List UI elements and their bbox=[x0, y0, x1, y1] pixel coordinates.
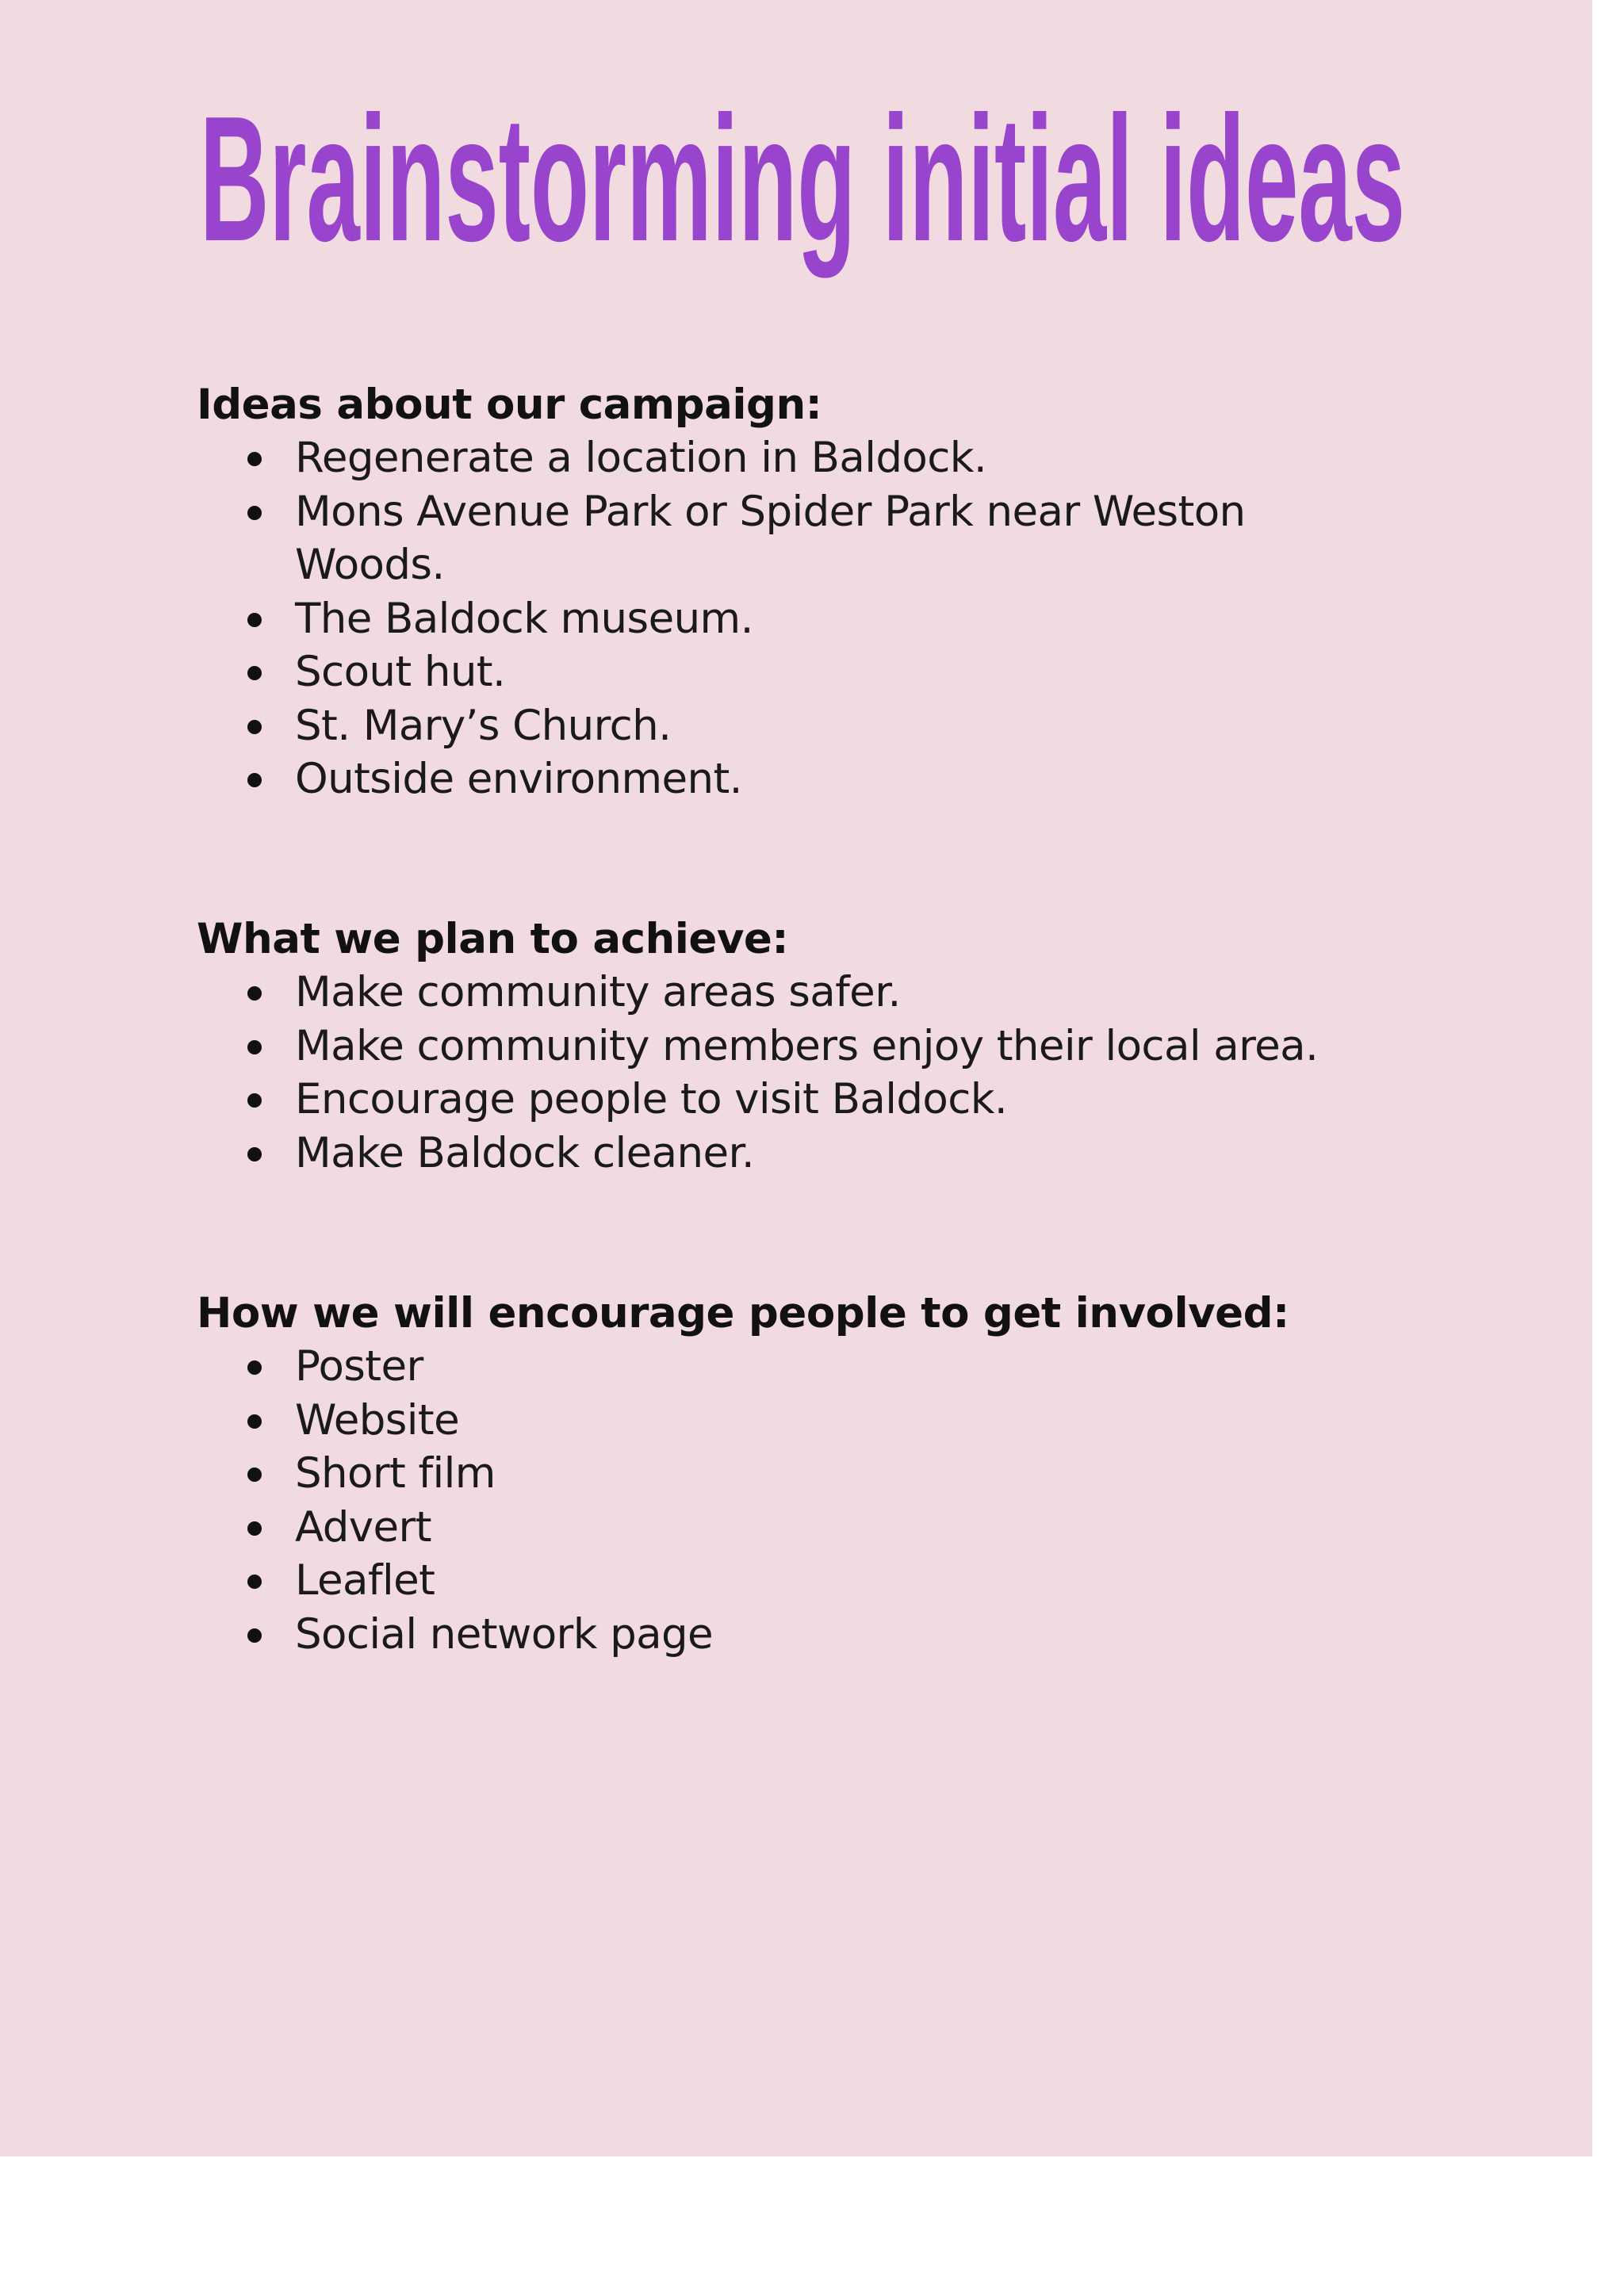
list-item-text: Social network page bbox=[295, 1609, 714, 1659]
list-item bbox=[197, 1447, 1434, 1501]
bullet-icon bbox=[247, 1521, 262, 1536]
list-item-text: Short film bbox=[295, 1449, 496, 1498]
bullet-icon bbox=[247, 1414, 262, 1429]
list-item bbox=[197, 1073, 1434, 1127]
bullet-list bbox=[197, 1340, 1434, 1661]
list-item bbox=[197, 966, 1434, 1020]
bullet-icon bbox=[247, 1040, 262, 1054]
bullet-icon bbox=[247, 720, 262, 734]
bullet-icon bbox=[247, 1628, 262, 1643]
list-item-text: Woods. bbox=[295, 541, 445, 589]
section-heading: How we will encourage people to get involved: bbox=[197, 1289, 1289, 1337]
bullet-list bbox=[197, 431, 1434, 806]
list-item-text: Advert bbox=[295, 1502, 431, 1552]
section-heading: What we plan to achieve: bbox=[197, 915, 789, 963]
bullet-icon bbox=[247, 1093, 262, 1108]
bullet-icon bbox=[247, 1360, 262, 1375]
list-item-text: Make Baldock cleaner. bbox=[295, 1128, 755, 1177]
bullet-icon bbox=[247, 773, 262, 787]
list-item bbox=[197, 485, 1434, 539]
list-item-text: The Baldock museum. bbox=[295, 594, 753, 643]
page-title-wordart bbox=[200, 78, 1405, 284]
list-item bbox=[197, 431, 1434, 485]
bullet-icon bbox=[247, 1147, 262, 1161]
bullet-icon bbox=[247, 613, 262, 627]
list-item bbox=[197, 1020, 1434, 1073]
list-item-continuation bbox=[197, 538, 1434, 592]
list-item bbox=[197, 1554, 1434, 1608]
list-item bbox=[197, 1340, 1434, 1394]
bullet-icon bbox=[247, 986, 262, 1001]
list-item-text: Scout hut. bbox=[295, 648, 506, 696]
list-item bbox=[197, 645, 1434, 699]
list-item bbox=[197, 1394, 1434, 1448]
bullet-icon bbox=[247, 666, 262, 680]
bullet-list bbox=[197, 966, 1434, 1180]
list-item bbox=[197, 1501, 1434, 1555]
bullet-icon bbox=[247, 1468, 262, 1482]
section-get-involved bbox=[197, 1288, 1434, 1661]
list-item-text: Leaflet bbox=[295, 1556, 435, 1605]
list-item-text: Poster bbox=[295, 1342, 423, 1391]
bullet-icon bbox=[247, 1575, 262, 1589]
list-item bbox=[197, 1608, 1434, 1662]
list-item bbox=[197, 752, 1434, 806]
section-campaign-ideas bbox=[197, 379, 1434, 806]
bullet-icon bbox=[247, 452, 262, 466]
page-title bbox=[200, 78, 1405, 284]
list-item-text: St. Mary’s Church. bbox=[295, 701, 672, 750]
list-item-text: Website bbox=[295, 1395, 460, 1445]
section-plan-to-achieve bbox=[197, 913, 1434, 1180]
list-item-text: Mons Avenue Park or Spider Park near Weston bbox=[295, 487, 1246, 536]
section-heading: Ideas about our campaign: bbox=[197, 381, 822, 429]
bullet-icon bbox=[247, 506, 262, 520]
list-item-text: Outside environment. bbox=[295, 755, 742, 803]
list-item-text: Regenerate a location in Baldock. bbox=[295, 434, 987, 482]
list-item bbox=[197, 699, 1434, 753]
list-item-text: Make community areas safer. bbox=[295, 968, 901, 1016]
list-item bbox=[197, 1127, 1434, 1181]
page-title-text: Brainstorming initial ideas bbox=[200, 78, 1405, 278]
list-item bbox=[197, 592, 1434, 646]
list-item-text: Encourage people to visit Baldock. bbox=[295, 1075, 1008, 1123]
list-item-text: Make community members enjoy their local area. bbox=[295, 1021, 1319, 1070]
